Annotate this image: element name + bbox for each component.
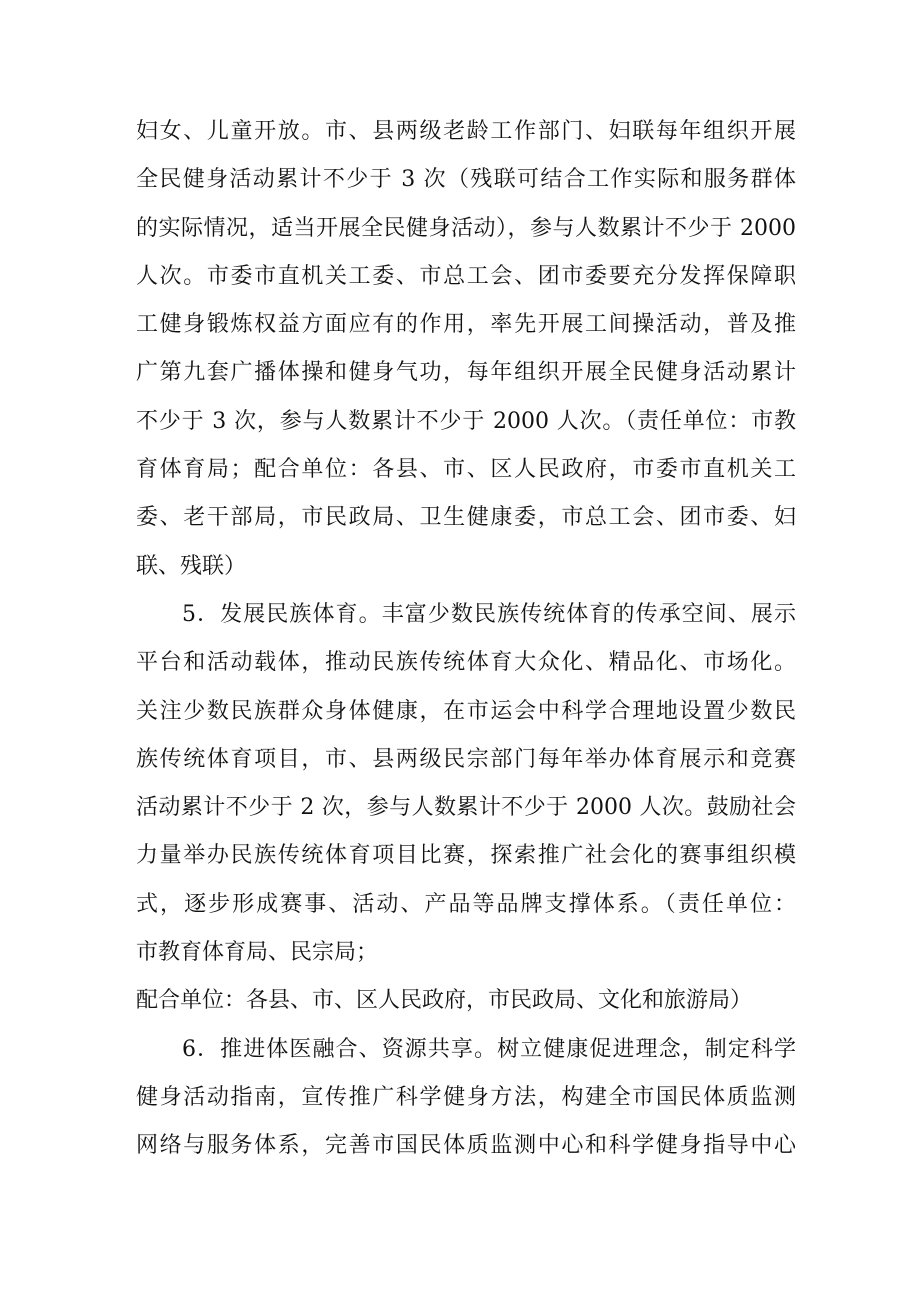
text-line: 式，逐步形成赛事、活动、产品等品牌支撑体系。（责任单位：: [136, 891, 796, 917]
text-line: 育体育局；配合单位：各县、市、区人民政府，市委市直机关工: [136, 457, 796, 483]
text-line: 委、老干部局，市民政局、卫生健康委，市总工会、团市委、妇: [136, 505, 796, 531]
text-line: 活动累计不少于 2 次，参与人数累计不少于 2000 人次。鼓励社会: [136, 795, 796, 821]
text-line: 网络与服务体系，完善市国民体质监测中心和科学健身指导中心: [136, 1133, 796, 1159]
paragraph-5-first-line: 5．发展民族体育。丰富少数民族传统体育的传承空间、展示: [182, 601, 796, 627]
text-line: 力量举办民族传统体育项目比赛，探索推广社会化的赛事组织模: [136, 843, 796, 869]
text-line: 妇女、儿童开放。市、县两级老龄工作部门、妇联每年组织开展: [136, 119, 796, 144]
text-line: 族传统体育项目，市、县两级民宗部门每年举办体育展示和竞赛: [136, 746, 796, 772]
text-line: 配合单位：各县、市、区人民政府，市民政局、文化和旅游局）: [136, 988, 753, 1014]
text-line: 不少于 3 次，参与人数累计不少于 2000 人次。（责任单位：市教: [136, 408, 796, 434]
document-body: [136, 108, 796, 1171]
text-line: 全民健身活动累计不少于 3 次（残联可结合工作实际和服务群体: [136, 167, 796, 193]
text-line: 关注少数民族群众身体健康，在市运会中科学合理地设置少数民: [136, 698, 796, 724]
text-line: 人次。市委市直机关工委、市总工会、团市委要充分发挥保障职: [136, 263, 796, 289]
text-line: 市教育体育局、民宗局；: [136, 940, 379, 966]
text-line: 健身活动指南，宣传推广科学健身方法，构建全市国民体质监测: [136, 1084, 796, 1110]
text-line: 工健身锻炼权益方面应有的作用，率先开展工间操活动，普及推: [136, 312, 796, 338]
paragraph-6-first-line: 6．推进体医融合、资源共享。树立健康促进理念，制定科学: [182, 1036, 796, 1062]
text-line: 平台和活动载体，推动民族传统体育大众化、精品化、市场化。: [136, 650, 796, 676]
text-line: 联、残联）: [136, 553, 247, 579]
text-line: 的实际情况，适当开展全民健身活动），参与人数累计不少于 2000: [136, 215, 796, 241]
text-line: 广第九套广播体操和健身气功，每年组织开展全民健身活动累计: [136, 360, 796, 386]
